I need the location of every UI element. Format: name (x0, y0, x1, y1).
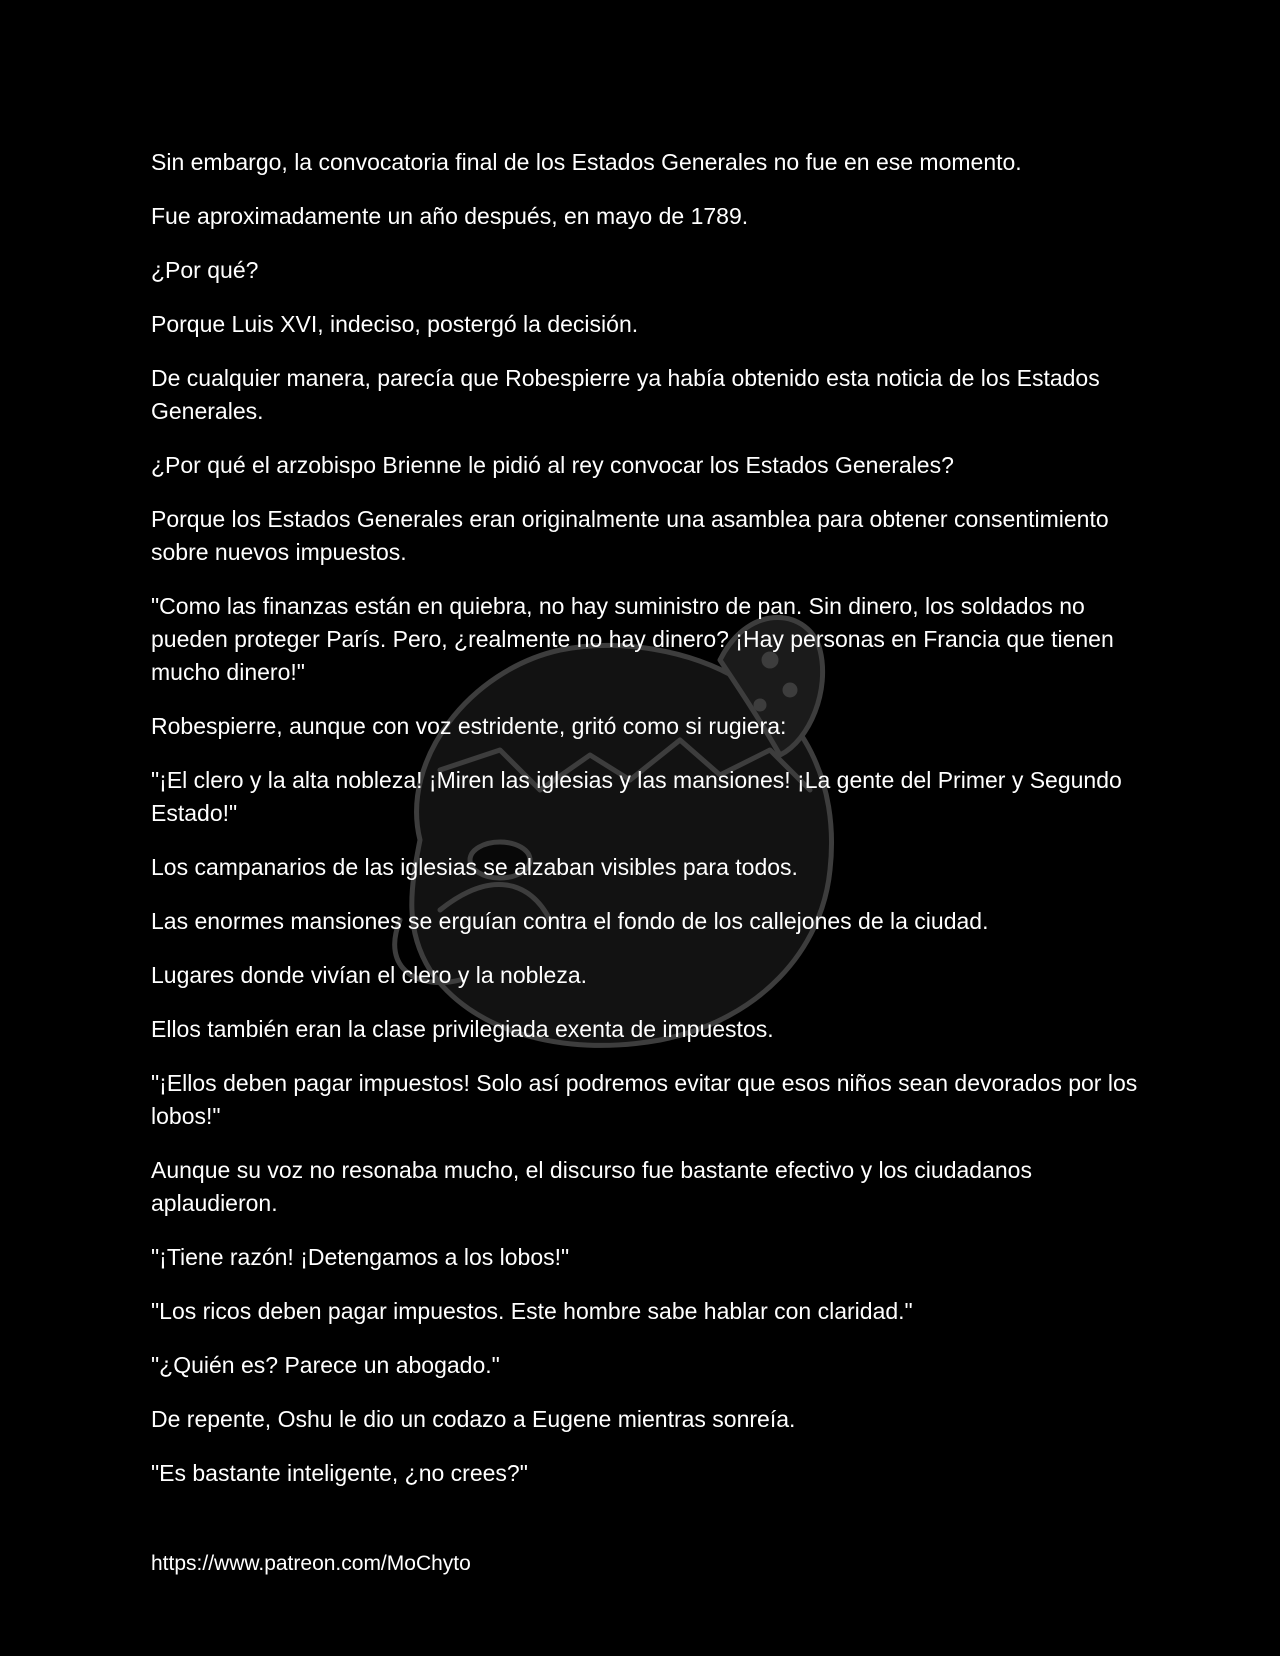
paragraph: Aunque su voz no resonaba mucho, el discurso fue bastante efectivo y los ciudadanos aplaudieron. (151, 1157, 1032, 1216)
paragraph: "¡Tiene razón! ¡Detengamos a los lobos!" (151, 1244, 570, 1270)
paragraph: De cualquier manera, parecía que Robespierre ya había obtenido esta noticia de los Estados Generales. (151, 365, 1100, 424)
paragraph: Lugares donde vivían el clero y la nobleza. (151, 962, 588, 988)
patreon-link[interactable]: https://www.patreon.com/MoChyto (151, 1552, 471, 1575)
paragraph: ¿Por qué el arzobispo Brienne le pidió al rey convocar los Estados Generales? (151, 452, 954, 478)
paragraph: Sin embargo, la convocatoria final de los Estados Generales no fue en ese momento. (151, 149, 1022, 175)
paragraph: ¿Por qué? (151, 257, 259, 283)
paragraph: Fue aproximadamente un año después, en mayo de 1789. (151, 203, 749, 229)
paragraph: "Es bastante inteligente, ¿no crees?" (151, 1460, 528, 1486)
paragraph: Porque Luis XVI, indeciso, postergó la decisión. (151, 311, 639, 337)
paragraph: De repente, Oshu le dio un codazo a Eugene mientras sonreía. (151, 1406, 796, 1432)
paragraph: Ellos también eran la clase privilegiada exenta de impuestos. (151, 1016, 774, 1042)
paragraph: "Los ricos deben pagar impuestos. Este hombre sabe hablar con claridad." (151, 1298, 913, 1324)
paragraph: "¡El clero y la alta nobleza! ¡Miren las iglesias y las mansiones! ¡La gente del Primer y Segundo Estado!" (151, 767, 1122, 826)
paragraph: "¡Ellos deben pagar impuestos! Solo así podremos evitar que esos niños sean devorados por los lobos!" (151, 1070, 1138, 1129)
paragraph: "¿Quién es? Parece un abogado." (151, 1352, 500, 1378)
paragraph: Los campanarios de las iglesias se alzaban visibles para todos. (151, 854, 798, 880)
document-body (151, 146, 1141, 1511)
paragraph: Porque los Estados Generales eran originalmente una asamblea para obtener consentimiento sobre nuevos impuestos. (151, 506, 1109, 565)
paragraph: Robespierre, aunque con voz estridente, gritó como si rugiera: (151, 713, 787, 739)
paragraph: "Como las finanzas están en quiebra, no hay suministro de pan. Sin dinero, los soldados no pueden proteger París. Pero, ¿realmente no hay dinero? ¡Hay personas en Francia que tienen mucho dinero!" (151, 593, 1114, 685)
paragraph: Las enormes mansiones se erguían contra el fondo de los callejones de la ciudad. (151, 908, 989, 934)
